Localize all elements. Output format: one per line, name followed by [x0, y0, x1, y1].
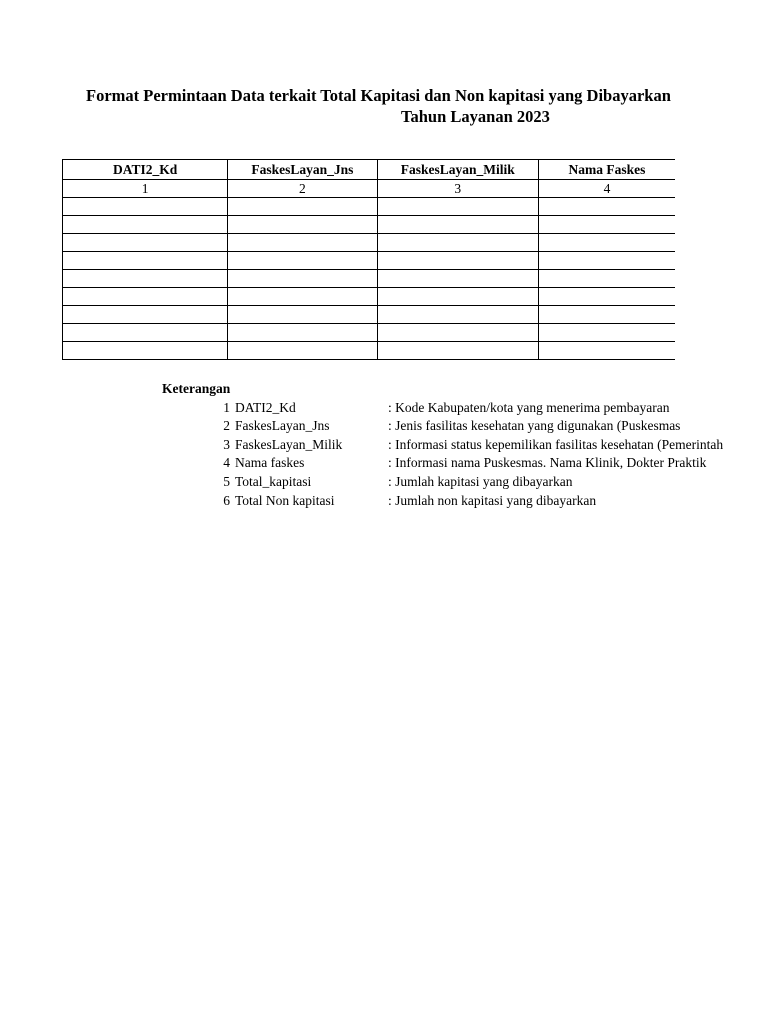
table-cell: [538, 198, 675, 216]
note-description: : Informasi status kepemilikan fasilitas kesehatan (Pemerintah: [388, 436, 724, 452]
column-number: 1: [63, 180, 228, 198]
column-header-faskeslayan-milik: FaskesLayan_Milik: [377, 160, 538, 180]
notes-heading: Keterangan: [162, 381, 231, 396]
table-cell: [63, 288, 228, 306]
data-request-table: [62, 159, 675, 360]
table-cell: [63, 252, 228, 270]
table-cell: [63, 234, 228, 252]
table-cell: [228, 288, 377, 306]
table-cell: [377, 252, 538, 270]
table-cell: [228, 270, 377, 288]
table-cell: [228, 216, 377, 234]
table-cell: [538, 234, 675, 252]
table-cell: [228, 342, 377, 360]
table-cell: [538, 216, 675, 234]
note-field-name: Total_kapitasi: [235, 474, 312, 489]
note-description: : Jumlah non kapitasi yang dibayarkan: [388, 492, 597, 508]
note-description: : Kode Kabupaten/kota yang menerima pembayaran: [388, 399, 670, 415]
column-header-faskeslayan-jns: FaskesLayan_Jns: [228, 160, 377, 180]
table-row: [63, 306, 676, 324]
column-number: 4: [538, 180, 675, 198]
table-row: [63, 288, 676, 306]
table-cell: [538, 288, 675, 306]
column-number: 3: [377, 180, 538, 198]
table-row: [63, 342, 676, 360]
note-field-name: FaskesLayan_Milik: [235, 436, 343, 452]
column-number-row: [63, 180, 676, 198]
table-cell: [63, 270, 228, 288]
note-number: 4: [223, 455, 230, 471]
note-number: 2: [223, 418, 230, 434]
table-cell: [538, 252, 675, 270]
table-cell: [538, 342, 675, 360]
note-number: 5: [223, 474, 230, 489]
table-row: [63, 324, 676, 342]
column-number: 2: [228, 180, 377, 198]
table-cell: [377, 342, 538, 360]
note-description: : Jumlah kapitasi yang dibayarkan: [388, 474, 573, 489]
table-row: [63, 198, 676, 216]
table-cell: [538, 306, 675, 324]
table-cell: [63, 306, 228, 324]
table-cell: [63, 324, 228, 342]
note-number: 1: [223, 399, 230, 415]
table-cell: [377, 198, 538, 216]
note-number: 3: [223, 436, 230, 452]
note-field-name: Total Non kapitasi: [235, 492, 335, 508]
table-cell: [377, 324, 538, 342]
table-cell: [538, 324, 675, 342]
table-cell: [538, 270, 675, 288]
column-header-nama-faskes: Nama Faskes: [538, 160, 675, 180]
table-cell: [377, 288, 538, 306]
table-cell: [228, 324, 377, 342]
table-row: [63, 216, 676, 234]
table-cell: [63, 198, 228, 216]
document-subtitle: Tahun Layanan 2023: [401, 107, 550, 126]
table-row: [63, 252, 676, 270]
table-row: [63, 270, 676, 288]
table-cell: [63, 216, 228, 234]
table-row: [63, 234, 676, 252]
table-header-row: [63, 160, 676, 180]
column-header-dati2-kd: DATI2_Kd: [63, 160, 228, 180]
note-description: : Informasi nama Puskesmas. Nama Klinik, Dokter Praktik: [388, 455, 707, 471]
document-title: Format Permintaan Data terkait Total Kapitasi dan Non kapitasi yang Dibayarkan: [86, 86, 671, 105]
table-cell: [377, 306, 538, 324]
table-cell: [228, 198, 377, 216]
note-field-name: FaskesLayan_Jns: [235, 418, 330, 434]
table-cell: [228, 234, 377, 252]
table-cell: [377, 216, 538, 234]
note-field-name: Nama faskes: [235, 455, 305, 471]
note-number: 6: [223, 492, 230, 508]
table-cell: [63, 342, 228, 360]
note-field-name: DATI2_Kd: [235, 399, 296, 415]
table-cell: [228, 252, 377, 270]
table-cell: [377, 234, 538, 252]
table-cell: [228, 306, 377, 324]
table-cell: [377, 270, 538, 288]
note-description: : Jenis fasilitas kesehatan yang digunakan (Puskesmas: [388, 418, 681, 434]
